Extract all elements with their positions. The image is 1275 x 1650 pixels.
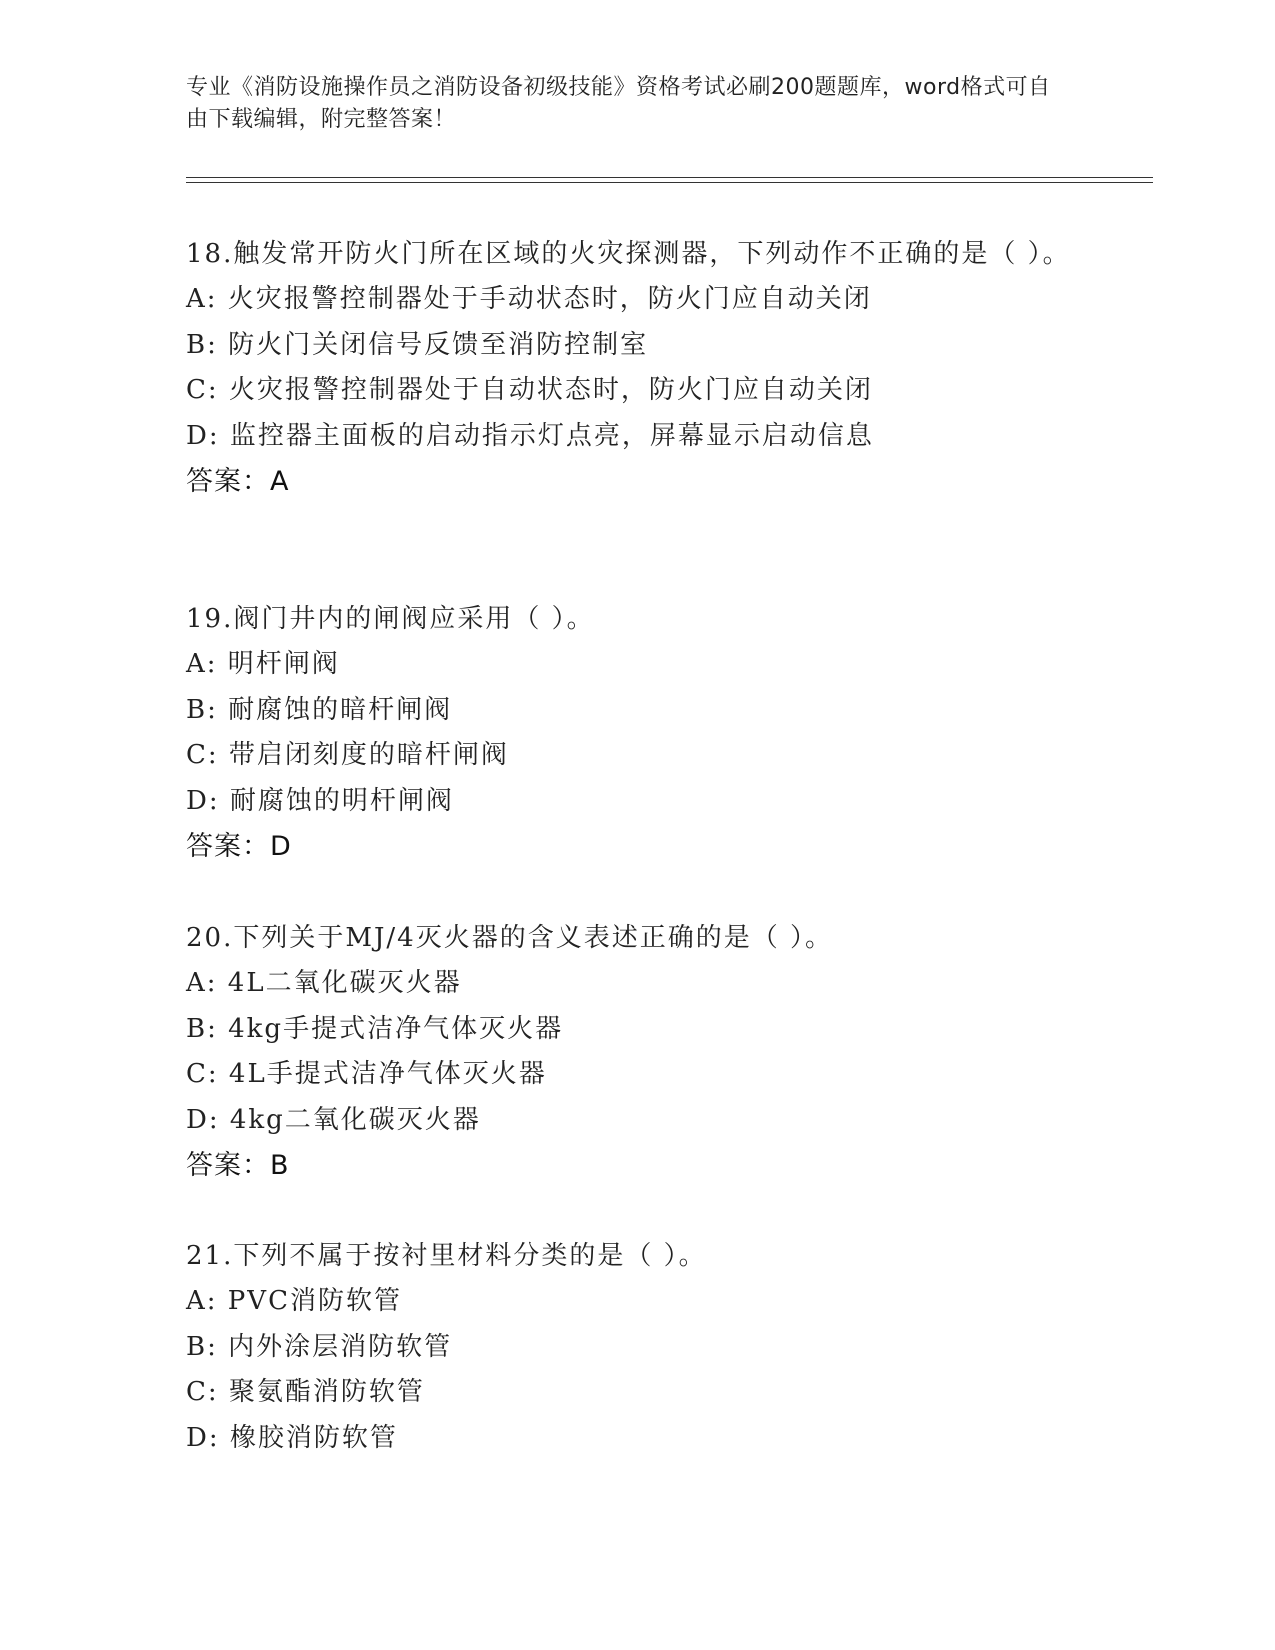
question-20 — [186, 915, 1086, 1189]
option-d: D: 监控器主面板的启动指示灯点亮，屏幕显示启动信息 — [186, 420, 874, 451]
header-divider-top — [186, 177, 1153, 178]
answer-line: 答案：A — [186, 466, 290, 497]
option-b: B: 防火门关闭信号反馈至消防控制室 — [186, 329, 649, 360]
question-stem: 20.下列关于MJ/4灭火器的含义表述正确的是（ ）。 — [186, 923, 833, 953]
question-19 — [186, 596, 1086, 870]
question-stem: 18.触发常开防火门所在区域的火灾探测器，下列动作不正确的是（ ）。 — [186, 239, 1071, 269]
option-b: B: 耐腐蚀的暗杆闸阀 — [186, 694, 453, 725]
answer-line: 答案：B — [186, 1150, 290, 1181]
question-21 — [186, 1233, 1086, 1461]
option-b: B: 4kg手提式洁净气体灭火器 — [186, 1013, 564, 1044]
option-c: C: 带启闭刻度的暗杆闸阀 — [186, 740, 509, 770]
question-stem: 19.阀门井内的闸阀应采用（ ）。 — [186, 604, 595, 634]
answer-line: 答案：D — [186, 831, 292, 862]
option-a: A: 火灾报警控制器处于手动状态时，防火门应自动关闭 — [186, 284, 872, 314]
document-intro: 专业《消防设施操作员之消防设备初级技能》资格考试必刷200题题库，word格式可自由下载编辑，附完整答案！ — [186, 75, 1051, 132]
header-divider-bottom — [186, 182, 1153, 183]
option-d: D: 耐腐蚀的明杆闸阀 — [186, 785, 454, 816]
option-a: A: 明杆闸阀 — [186, 649, 340, 679]
option-d: D: 4kg二氧化碳灭火器 — [186, 1104, 481, 1135]
option-d: D: 橡胶消防软管 — [186, 1422, 398, 1453]
question-stem: 21.下列不属于按衬里材料分类的是（ ）。 — [186, 1241, 707, 1271]
option-c: C: 4L手提式洁净气体灭火器 — [186, 1059, 547, 1089]
question-18 — [186, 231, 1086, 505]
option-b: B: 内外涂层消防软管 — [186, 1331, 453, 1362]
option-c: C: 聚氨酯消防软管 — [186, 1377, 425, 1407]
option-a: A: 4L二氧化碳灭火器 — [186, 968, 462, 998]
option-c: C: 火灾报警控制器处于自动状态时，防火门应自动关闭 — [186, 375, 873, 405]
option-a: A: PVC消防软管 — [186, 1286, 402, 1316]
